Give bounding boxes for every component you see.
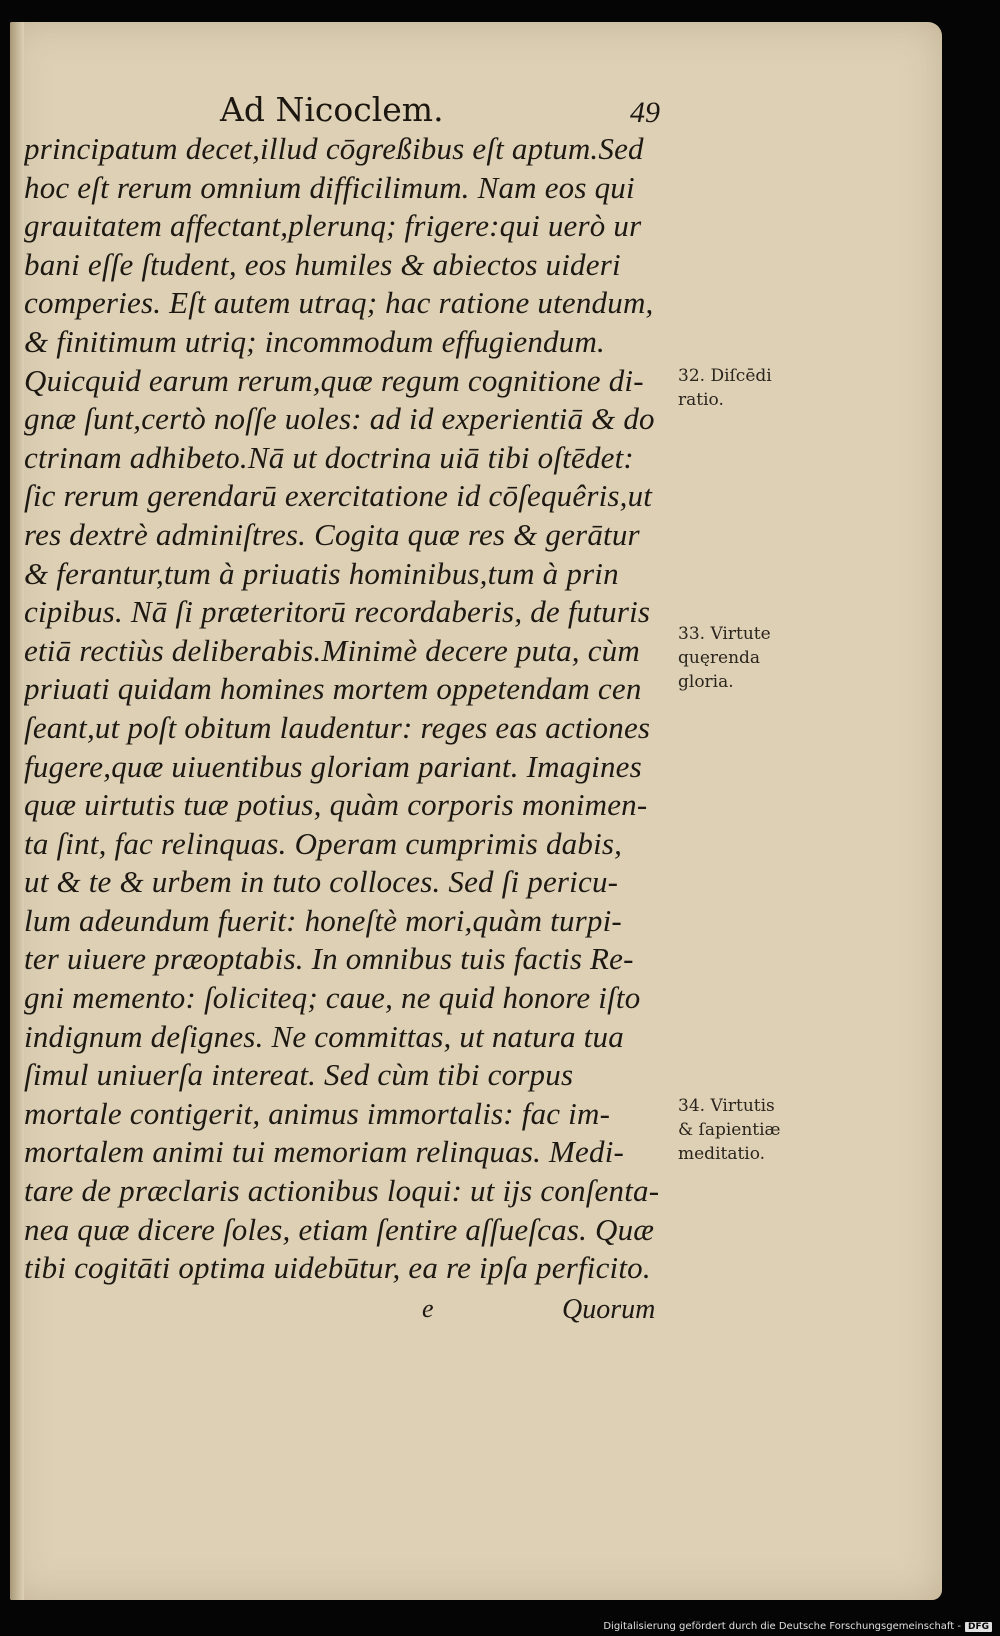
text-line: ter uiuere præoptabis. In omnibus tuis factis Re- — [24, 941, 634, 977]
margin-note-34: 34. Virtutis & ſapientiæ meditatio. — [678, 1096, 781, 1164]
text-line: priuati quidam homines mortem oppetendam cen — [24, 671, 642, 707]
text-line: res dextrè adminiſtres. Cogita quæ res & gerātur — [24, 516, 640, 552]
text-line: mortalem animi tui memoriam relinquas. Medi- — [24, 1134, 625, 1170]
text-line: cipibus. Nā ſi præteritorū recordaberis, de futuris — [24, 594, 651, 630]
text-line: ta ſint, fac relinquas. Operam cumprimis dabis, — [24, 825, 623, 861]
catchword: Quorum — [562, 1294, 656, 1325]
text-line: tibi cogitāti optima uidebūtur, ea re ipſa perficito. — [24, 1250, 651, 1286]
signature-mark: e — [422, 1294, 434, 1323]
text-line: hoc eſt rerum omnium difficilimum. Nam eos qui — [24, 169, 635, 205]
page-number: 49 — [630, 96, 660, 129]
text-line: Quicquid earum rerum,quæ regum cognitione di- — [24, 362, 644, 398]
text-line: grauitatem affectant,plerunq; frigere:qui uerò ur — [24, 208, 642, 244]
page-binding-edge — [10, 22, 24, 1600]
text-line: gnæ ſunt,certò noſſe uoles: ad id experientiā & do — [24, 401, 655, 437]
text-line: indignum deſignes. Ne committas, ut natura tua — [24, 1018, 624, 1054]
text-line: nea quæ dicere ſoles, etiam ſentire aſſueſcas. Quæ — [24, 1211, 655, 1247]
running-head: Ad Nicoclem. — [220, 90, 444, 129]
text-line: ctrinam adhibeto.Nā ut doctrina uiā tibi oſtēdet: — [24, 439, 634, 475]
text-line: ſeant,ut poſt obitum laudentur: reges eas actiones — [24, 709, 651, 745]
text-line: ſimul uniuerſa intereat. Sed cùm tibi corpus — [24, 1057, 574, 1093]
text-line: & ferantur,tum à priuatis hominibus,tum à prin — [24, 555, 619, 591]
text-line: comperies. Eſt autem utraq; hac ratione utendum, — [24, 285, 654, 321]
text-line: lum adeundum fuerit: honeſtè mori,quàm turpi- — [24, 902, 622, 938]
text-line: bani eſſe ſtudent, eos humiles & abiectos uideri — [24, 246, 621, 282]
text-line: quæ uirtutis tuæ potius, quàm corporis monimen- — [24, 787, 648, 823]
body-text — [24, 130, 664, 1288]
text-line: mortale contigerit, animus immortalis: fac im- — [24, 1095, 611, 1131]
text-line: ut & te & urbem in tuto colloces. Sed ſi pericu- — [24, 864, 619, 900]
margin-note-33: 33. Virtute quęrenda gloria. — [678, 624, 771, 692]
text-line: & finitimum utriq; incommodum effugiendum. — [24, 323, 605, 359]
text-line: gni memento: ſoliciteq; caue, ne quid honore iſto — [24, 980, 641, 1016]
text-line: etiā rectiùs deliberabis.Minimè decere puta, cùm — [24, 632, 640, 668]
text-line: tare de præclaris actionibus loqui: ut ijs conſenta- — [24, 1173, 660, 1209]
text-line: ſic rerum gerendarū exercitatione id cōſequêris,ut — [24, 478, 653, 514]
text-line: principatum decet,illud cōgreßibus eſt aptum.Sed — [24, 131, 644, 166]
digitization-footer — [603, 1621, 992, 1632]
book-page — [10, 22, 942, 1600]
text-line: fugere,quæ uiuentibus gloriam pariant. Imagines — [24, 748, 642, 784]
funding-credit: Digitalisierung gefördert durch die Deutsche Forschungsgemeinschaft - — [603, 1621, 961, 1632]
margin-note-32: 32. Diſcēdi ratio. — [678, 366, 772, 410]
dfg-logo: DFG — [965, 1622, 992, 1632]
